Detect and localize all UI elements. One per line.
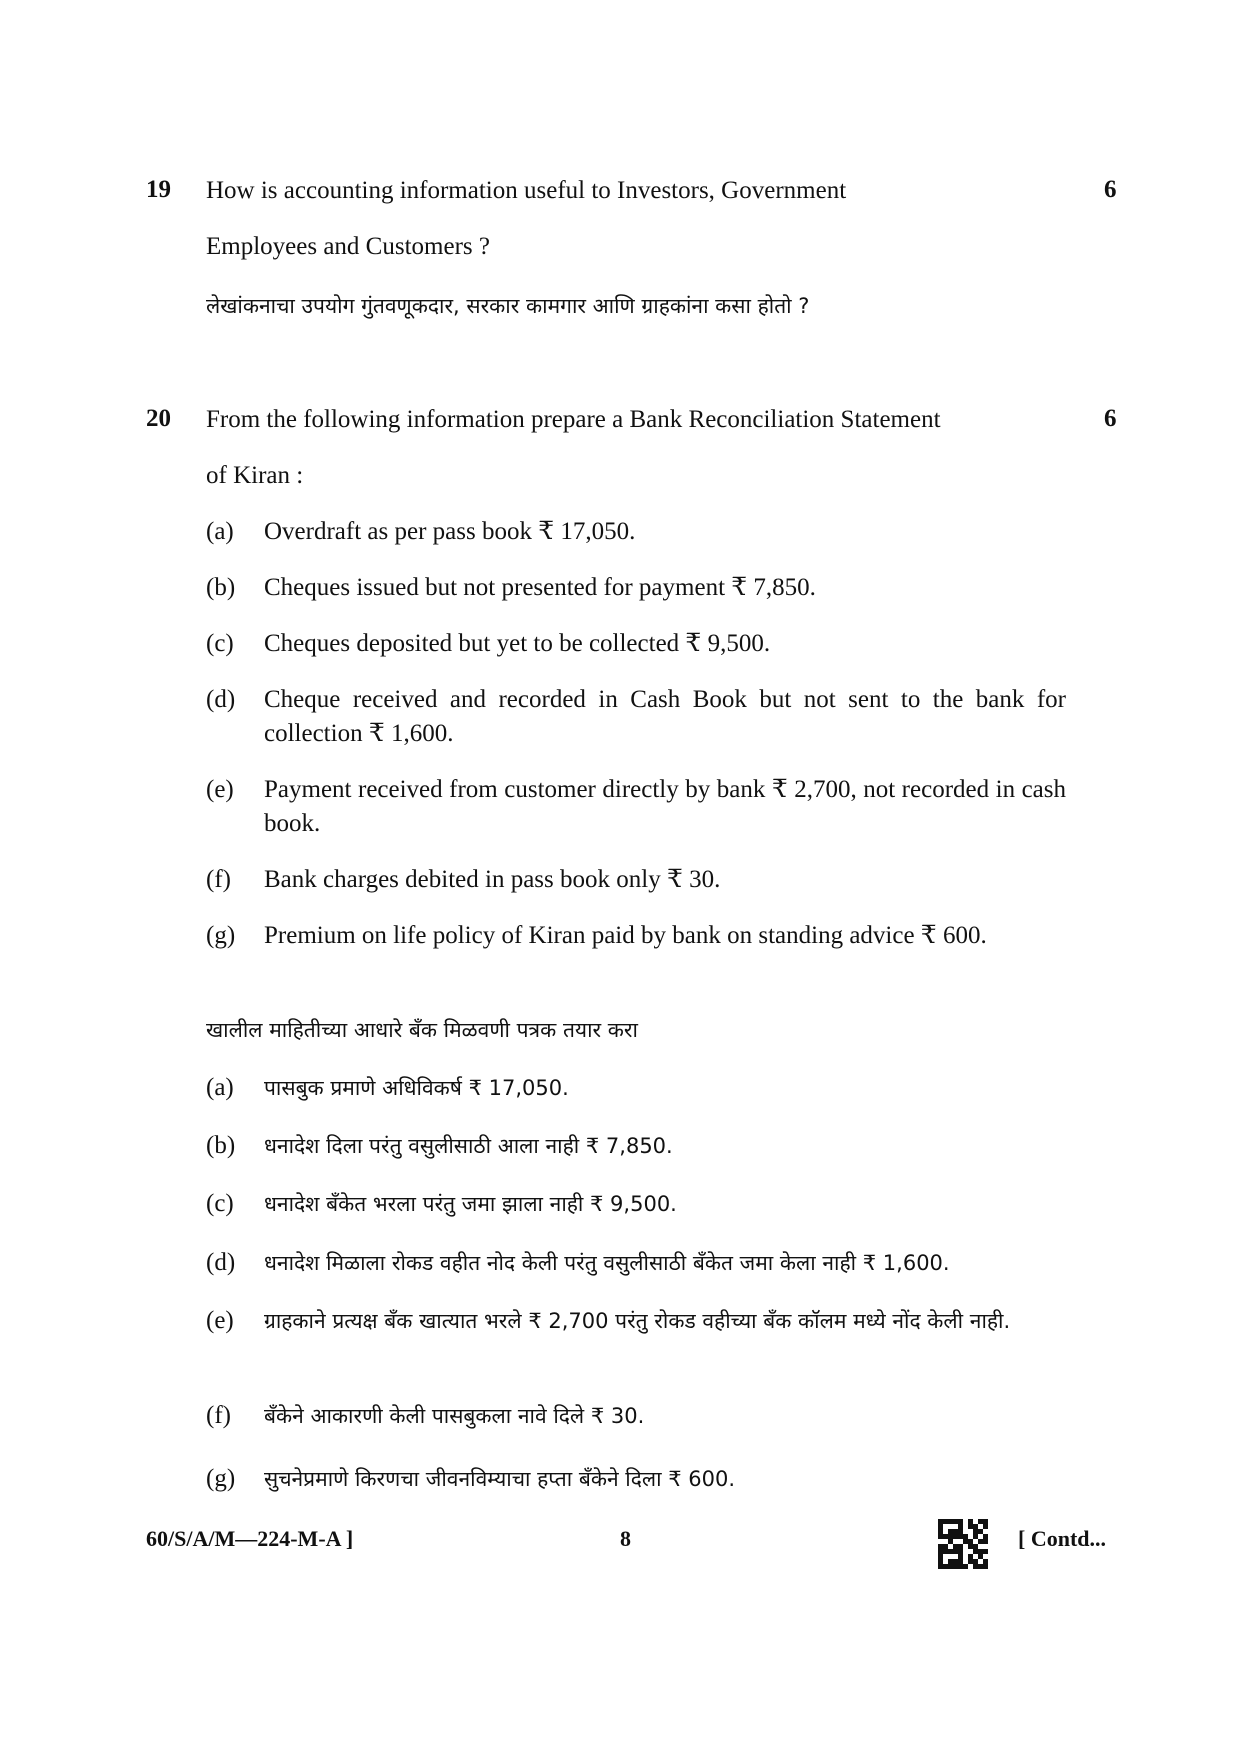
item-label: (f) bbox=[206, 866, 231, 893]
qr-code-icon bbox=[938, 1519, 988, 1569]
item-label: (e) bbox=[206, 1307, 234, 1334]
question-19-number: 19 bbox=[146, 176, 171, 203]
question-19-marathi: लेखांकनाचा उपयोग गुंतवणूकदार, सरकार कामगार आणि ग्राहकांना कसा होतो ? bbox=[206, 294, 810, 318]
item-text: धनादेश बँकेत भरला परंतु जमा झाला नाही ₹ 9,500. bbox=[264, 1192, 677, 1216]
item-label: (g) bbox=[206, 922, 236, 949]
item-label: (g) bbox=[206, 1465, 236, 1492]
question-20-marks: 6 bbox=[1104, 405, 1117, 432]
item-text: बँकेने आकारणी केली पासबुकला नावे दिले ₹ 30. bbox=[264, 1404, 645, 1428]
item-label: (c) bbox=[206, 630, 234, 657]
item-text: Payment received from customer directly by bank ₹ 2,700, not recorded in cash book. bbox=[264, 776, 1066, 837]
item-label: (e) bbox=[206, 776, 234, 803]
page-number: 8 bbox=[620, 1526, 631, 1551]
question-20-english-line1: From the following information prepare a Bank Reconciliation Statement bbox=[206, 406, 941, 433]
item-text: धनादेश दिला परंतु वसुलीसाठी आला नाही ₹ 7,850. bbox=[264, 1134, 673, 1158]
question-19-english-line2: Employees and Customers ? bbox=[206, 233, 490, 260]
item-text: Cheques deposited but yet to be collected ₹ 9,500. bbox=[264, 630, 771, 657]
item-label: (a) bbox=[206, 1074, 234, 1101]
item-text: सुचनेप्रमाणे किरणचा जीवनविम्याचा हप्ता बँकेने दिला ₹ 600. bbox=[264, 1467, 736, 1491]
item-label: (c) bbox=[206, 1190, 234, 1217]
question-19-english-line1: How is accounting information useful to Investors, Government bbox=[206, 177, 847, 204]
item-label: (d) bbox=[206, 1249, 236, 1276]
item-label: (b) bbox=[206, 1132, 236, 1159]
item-text: Premium on life policy of Kiran paid by bank on standing advice ₹ 600. bbox=[264, 922, 987, 949]
item-text: Cheque received and recorded in Cash Book but not sent to the bank for collection ₹ 1,600. bbox=[264, 686, 1066, 747]
paper-code: 60/S/A/M—224-M-A ] bbox=[146, 1526, 354, 1551]
item-label: (f) bbox=[206, 1402, 231, 1429]
item-text: धनादेश मिळाला रोकड वहीत नोद केली परंतु वसुलीसाठी बँकेत जमा केला नाही ₹ 1,600. bbox=[264, 1251, 950, 1275]
contd-label: [ Contd... bbox=[1018, 1526, 1107, 1551]
item-label: (a) bbox=[206, 518, 234, 545]
item-text: ग्राहकाने प्रत्यक्ष बँक खात्यात भरले ₹ 2,700 परंतु रोकड वहीच्या बँक कॉलम मध्ये नोंद केली नाही. bbox=[264, 1309, 1011, 1333]
question-20-english-line2: of Kiran : bbox=[206, 462, 304, 489]
item-label: (d) bbox=[206, 686, 236, 713]
item-text: पासबुक प्रमाणे अधिविकर्ष ₹ 17,050. bbox=[264, 1076, 569, 1100]
question-19-marks: 6 bbox=[1104, 176, 1117, 203]
item-label: (b) bbox=[206, 574, 236, 601]
question-20-number: 20 bbox=[146, 405, 171, 432]
item-text: Bank charges debited in pass book only ₹ 30. bbox=[264, 866, 721, 893]
item-text: Cheques issued but not presented for payment ₹ 7,850. bbox=[264, 574, 816, 601]
item-text: Overdraft as per pass book ₹ 17,050. bbox=[264, 518, 636, 545]
marathi-heading: खालील माहितीच्या आधारे बँक मिळवणी पत्रक तयार करा bbox=[206, 1018, 638, 1042]
